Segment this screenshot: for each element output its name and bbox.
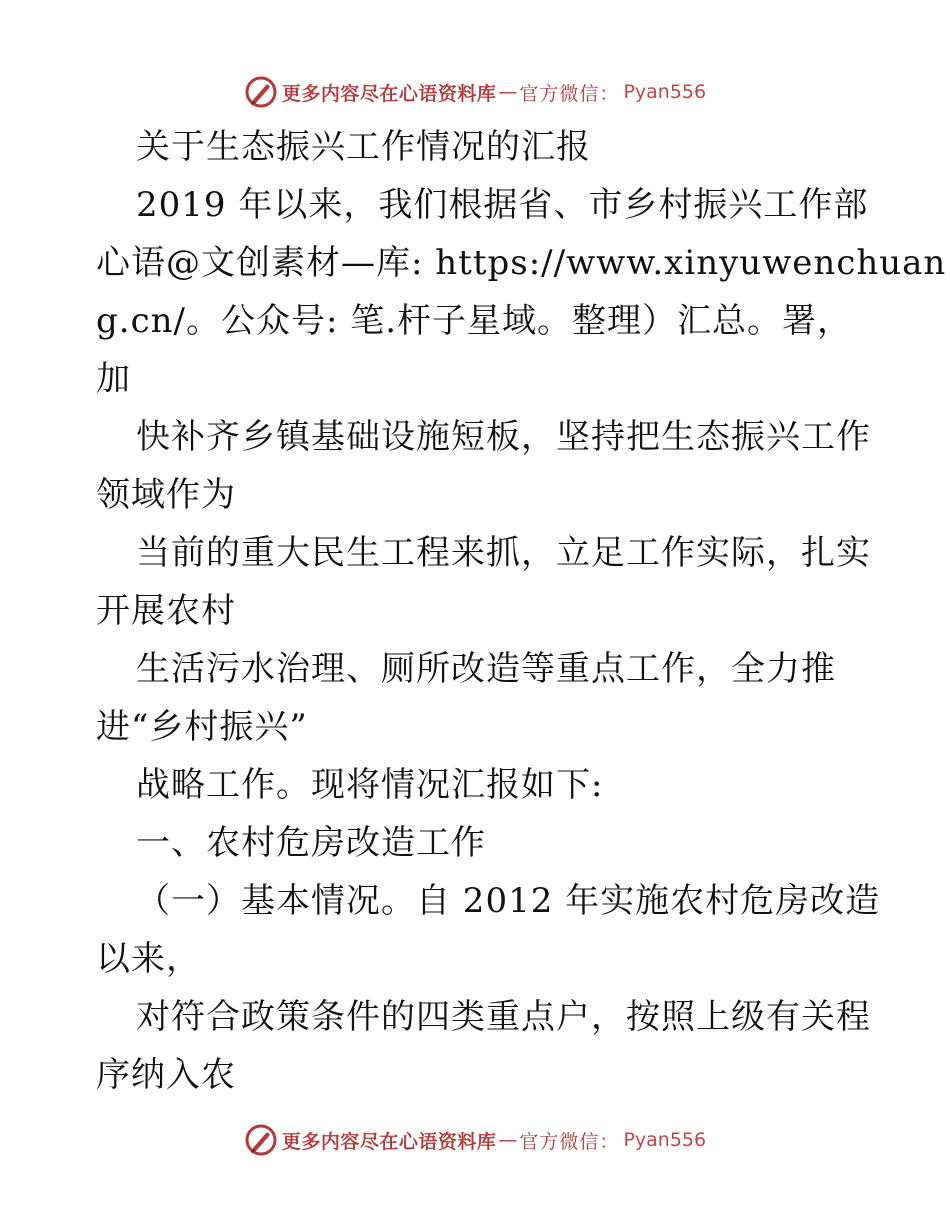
paragraph-line: 当前的重大民生工程来抓，立足工作实际，扎实	[136, 533, 871, 573]
paragraph-line: 2019 年以来，我们根据省、市乡村振兴工作部	[136, 185, 869, 225]
paragraph-line: 加	[96, 359, 131, 399]
banner-account: Pyan556	[623, 81, 707, 103]
pen-logo-icon	[244, 1123, 278, 1157]
paragraph-line: 序纳入农	[96, 1055, 236, 1095]
paragraph-line: 生活污水治理、厕所改造等重点工作，全力推	[136, 649, 836, 689]
paragraph-line: g.cn/。公众号: 笔.杆子星域。整理）汇总。署，	[96, 301, 853, 341]
banner-account: Pyan556	[623, 1129, 707, 1151]
paragraph-line: 以来，	[96, 939, 201, 979]
banner-official-label: 官方微信：	[519, 1130, 620, 1153]
document-body	[96, 118, 947, 1104]
paragraph-line: 进“乡村振兴”	[96, 707, 308, 747]
banner-official-label: 官方微信：	[519, 82, 620, 105]
document-title: 关于生态振兴工作情况的汇报	[136, 127, 591, 167]
paragraph-line: 心语@文创素材—库: https://www.xinyuwenchuan	[96, 243, 947, 283]
paragraph-line: 快补齐乡镇基础设施短板，坚持把生态振兴工作	[136, 417, 871, 457]
paragraph-line: 战略工作。现将情况汇报如下:	[136, 765, 604, 805]
banner-text: 更多内容尽在心语资料库	[281, 1130, 497, 1153]
banner-dash: —	[498, 1129, 518, 1151]
paragraph-line: 对符合政策条件的四类重点户，按照上级有关程	[136, 997, 871, 1037]
section-heading: 一、农村危房改造工作	[136, 823, 486, 863]
pen-logo-icon	[244, 75, 278, 109]
footer-banner	[0, 1120, 950, 1160]
paragraph-line: （一）基本情况。自 2012 年实施农村危房改造	[136, 881, 881, 921]
banner-dash: —	[498, 81, 518, 103]
paragraph-line: 领域作为	[96, 475, 236, 515]
header-banner	[0, 72, 950, 112]
paragraph-line: 开展农村	[96, 591, 236, 631]
banner-text: 更多内容尽在心语资料库	[281, 82, 497, 105]
